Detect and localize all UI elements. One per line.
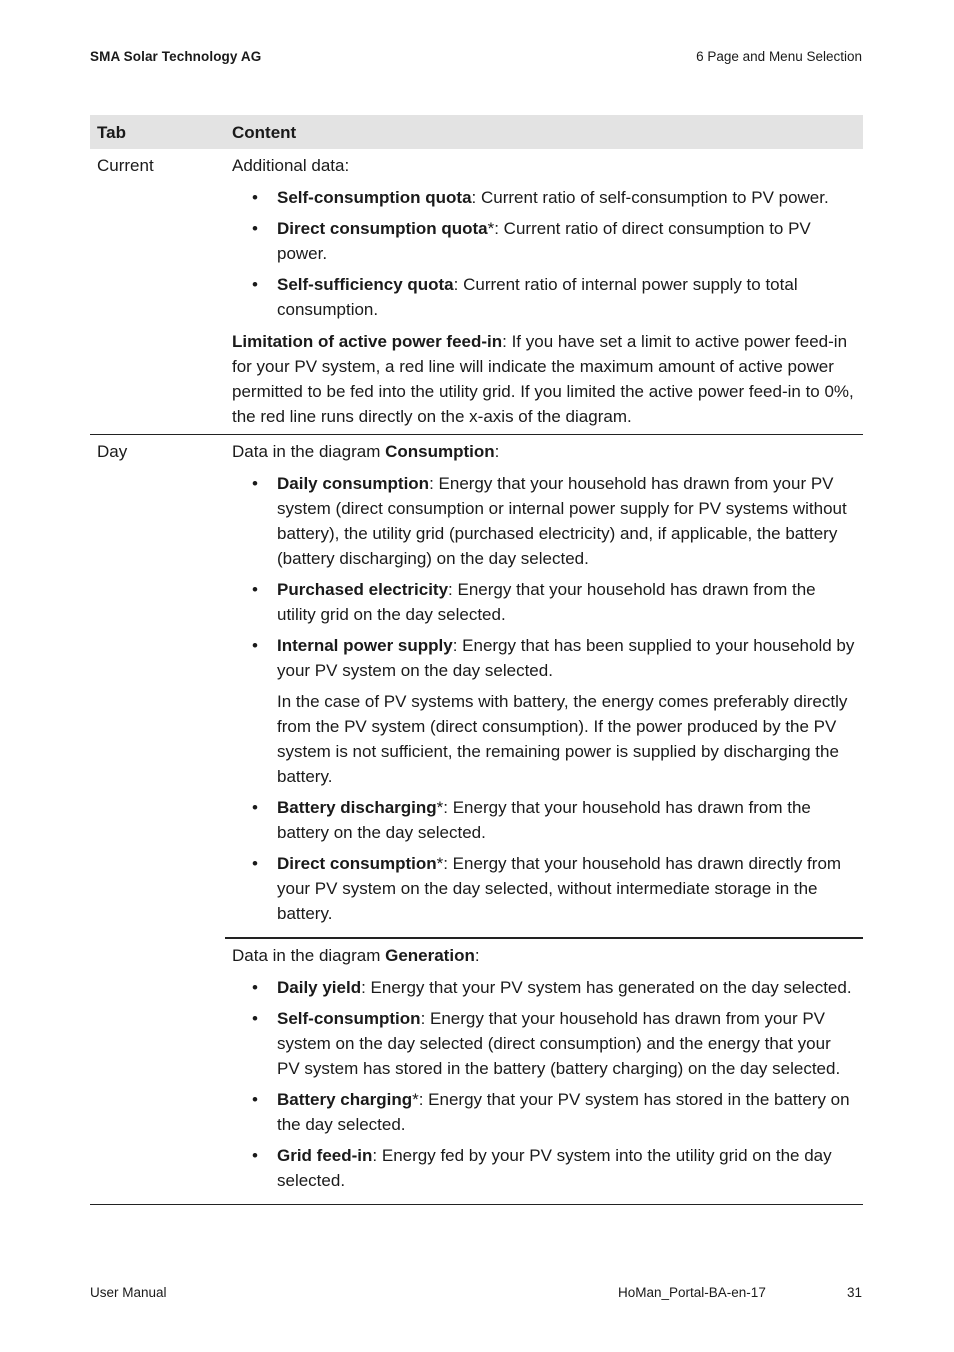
company-name: SMA Solar Technology AG <box>90 49 262 64</box>
current-content <box>225 149 863 434</box>
generation-intro: Data in the diagram Generation: <box>232 946 480 965</box>
header-content: Content <box>232 122 297 142</box>
list-item: • Battery charging*: Energy that your PV system has stored in the battery on the day selected. <box>277 1087 857 1137</box>
list-item: • Daily yield: Energy that your PV system has generated on the day selected. <box>277 975 857 1000</box>
list-item: • Self-consumption quota: Current ratio of self-consumption to PV power. <box>277 185 857 210</box>
battery-note: In the case of PV systems with battery, the energy comes preferably directly from the PV system (direct consumption). If the power produced by the PV system is not sufficient, the remaining power is supplied by discharging the battery. <box>277 692 848 786</box>
consumption-list <box>232 471 857 926</box>
list-item: • Self-consumption: Energy that your household has drawn from your PV system on the day selected (direct consumption) and the energy that your PV system has stored in the battery (battery charging) on the day selected. <box>277 1006 857 1081</box>
doc-type: User Manual <box>90 1285 167 1300</box>
list-item: • Battery discharging*: Energy that your household has drawn from the battery on the day selected. <box>277 795 857 845</box>
list-item: • Direct consumption quota*: Current ratio of direct consumption to PV power. <box>277 216 857 266</box>
current-list <box>232 185 857 322</box>
list-item: • Direct consumption*: Energy that your household has drawn directly from your PV system on the day selected, without intermediate storage in the battery. <box>277 851 857 926</box>
current-intro: Additional data: <box>232 156 350 175</box>
list-item: • Grid feed-in: Energy fed by your PV system into the utility grid on the day selected. <box>277 1143 857 1193</box>
consumption-section <box>225 435 863 939</box>
page-number: 31 <box>846 1285 862 1300</box>
list-item: • Daily consumption: Energy that your household has drawn from your PV system (direct consumption or internal power supply for PV systems without battery), the utility grid (purchased electricity) and, if applicable, the battery (battery discharging) on the day selected. <box>277 471 857 571</box>
list-item: • Purchased electricity: Energy that your household has drawn from the utility grid on the day selected. <box>277 577 857 627</box>
chapter-title: 6 Page and Menu Selection <box>696 49 862 64</box>
list-item: • Self-sufficiency quota: Current ratio of internal power supply to total consumption. <box>277 272 857 322</box>
generation-list <box>232 975 857 1193</box>
table-header <box>90 115 863 149</box>
tab-cell-current: Current <box>97 156 154 175</box>
table-row-current <box>90 149 863 435</box>
table-row-day <box>90 435 863 1205</box>
header-tab: Tab <box>97 122 126 142</box>
list-item: • Internal power supply: Energy that has been supplied to your household by your PV system on the day selected. In the case of PV systems with battery, the energy comes preferably directly from the PV system (direct consumption). If the power produced by the PV system is not sufficient, the remaining power is supplied by discharging the battery. <box>277 633 857 789</box>
limitation-paragraph: Limitation of active power feed-in: If you have set a limit to active power feed-in for your PV system, a red line will indicate the maximum amount of active power permitted to be fed into the utility grid. If you limited the active power feed-in to 0%, the red line runs directly on the x-axis of the diagram. <box>232 332 854 426</box>
tab-cell-day: Day <box>97 442 128 461</box>
generation-section <box>225 939 863 1204</box>
doc-code: HoMan_Portal-BA-en-17 <box>618 1285 766 1300</box>
consumption-intro: Data in the diagram Consumption: <box>232 442 500 461</box>
content-table <box>90 115 863 1205</box>
